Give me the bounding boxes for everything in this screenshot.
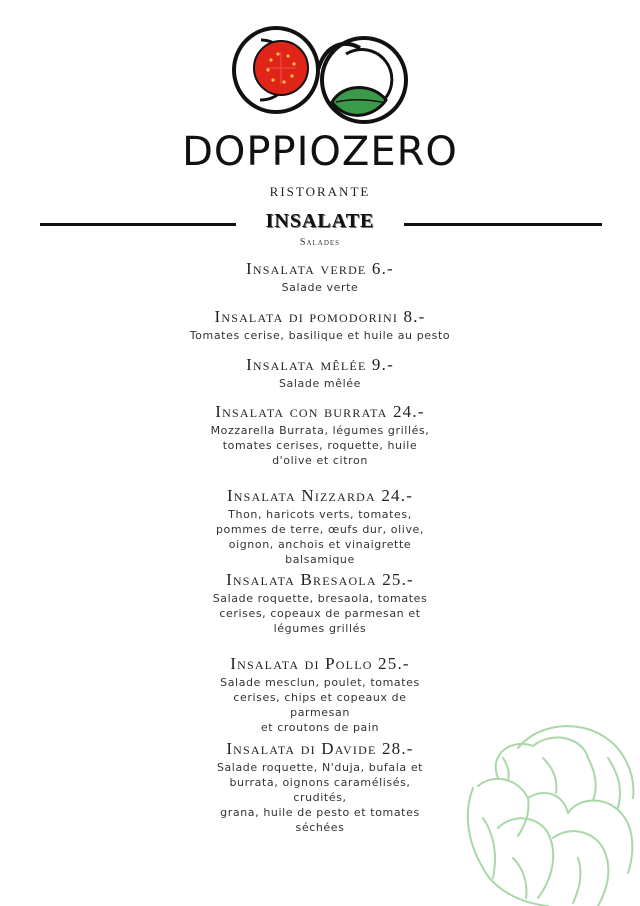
desc-line: Tomates cerise, basilique et huile au pesto bbox=[189, 329, 451, 342]
section-rule-right bbox=[404, 223, 602, 226]
menu-item bbox=[0, 258, 640, 295]
menu-item-name: Insalata verde 6.- bbox=[246, 259, 394, 278]
menu-item-desc bbox=[190, 675, 450, 735]
menu-item-name: Insalata mêlée 9.- bbox=[246, 355, 394, 374]
desc-line: Thon, haricots verts, tomates, bbox=[228, 508, 412, 521]
menu-item bbox=[0, 354, 640, 391]
desc-line: Salade roquette, bresaola, tomates bbox=[212, 592, 428, 605]
desc-line: d'olive et citron bbox=[272, 454, 368, 467]
desc-line: Salade mêlée bbox=[278, 377, 362, 390]
desc-line: cerises, chips et copeaux de bbox=[233, 691, 407, 704]
menu-item-desc bbox=[190, 507, 450, 567]
desc-line: Salade verte bbox=[281, 281, 359, 294]
desc-line: et croutons de pain bbox=[260, 721, 380, 734]
menu-item-desc bbox=[190, 760, 450, 835]
desc-line: burrata, oignons caramélisés, bbox=[229, 776, 411, 789]
desc-line: Mozzarella Burrata, légumes grillés, bbox=[210, 424, 430, 437]
desc-line: séchées bbox=[295, 821, 345, 834]
desc-line: tomates cerises, roquette, huile bbox=[222, 439, 418, 452]
desc-line: Salade mesclun, poulet, tomates bbox=[220, 676, 420, 689]
menu-item-desc bbox=[190, 280, 450, 295]
menu-item-name: Insalata di Davide 28.- bbox=[226, 739, 414, 758]
menu-item-desc bbox=[190, 591, 450, 636]
desc-line: crudités, bbox=[293, 791, 347, 804]
desc-line: cerises, copeaux de parmesan et bbox=[219, 607, 421, 620]
desc-line: oignon, anchois et vinaigrette bbox=[228, 538, 412, 551]
section-title: INSALATE bbox=[265, 210, 375, 232]
menu-item bbox=[0, 485, 640, 567]
menu-item bbox=[0, 401, 640, 468]
menu-item-name: Insalata con burrata 24.- bbox=[215, 402, 425, 421]
menu-item-name: Insalata di Pollo 25.- bbox=[230, 654, 410, 673]
menu-item-desc bbox=[140, 328, 500, 343]
doppiozero-logo bbox=[226, 22, 416, 134]
desc-line: parmesan bbox=[290, 706, 350, 719]
lettuce-illustration bbox=[458, 718, 640, 906]
brand-name: DOPPIOZERO bbox=[182, 129, 458, 175]
menu-item-name: Insalata di pomodorini 8.- bbox=[214, 307, 426, 326]
menu-item-name: Insalata Nizzarda 24.- bbox=[226, 486, 414, 505]
brand-subtitle: RISTORANTE bbox=[269, 184, 371, 199]
desc-line: grana, huile de pesto et tomates bbox=[220, 806, 420, 819]
section-subtitle: Salades bbox=[299, 237, 341, 248]
desc-line: Salade roquette, N'duja, bufala et bbox=[216, 761, 424, 774]
desc-line: pommes de terre, œufs dur, olive, bbox=[215, 523, 425, 536]
menu-item bbox=[0, 306, 640, 343]
menu-item-desc bbox=[190, 423, 450, 468]
menu-item-desc bbox=[190, 376, 450, 391]
menu-item bbox=[0, 569, 640, 636]
menu-item-name: Insalata Bresaola 25.- bbox=[226, 570, 414, 589]
desc-line: balsamique bbox=[285, 553, 355, 566]
desc-line: légumes grillés bbox=[273, 622, 367, 635]
